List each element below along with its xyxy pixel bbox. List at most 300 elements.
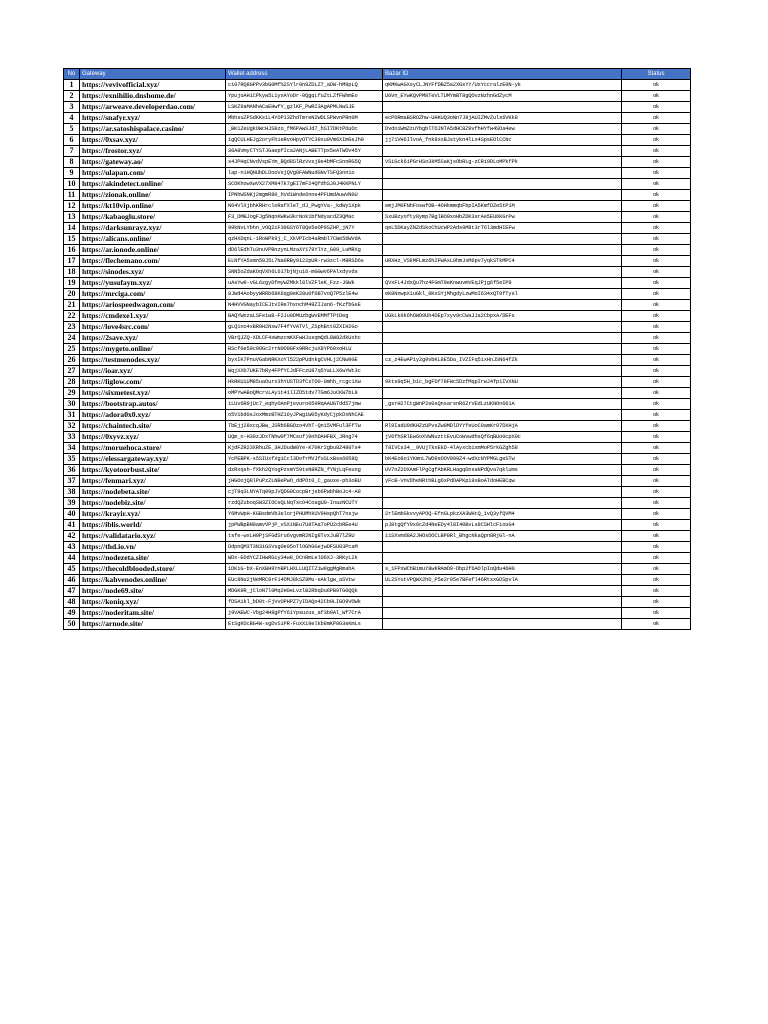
status-cell: ok (622, 344, 691, 355)
wallet-address: gLQ1no4xBR9H2Nxw7F4fYVATVl_ZSphBtt0ZXIH2Go (226, 322, 383, 333)
gateway-url: https://ulapan.com/ (80, 168, 226, 179)
table-row (64, 190, 691, 201)
row-number: 17 (64, 256, 80, 267)
table-row (64, 542, 691, 553)
bazar-id: yFcB-VnVDheNRthBLg6xPdOAPKpi9xBoATdoHEBCqw (383, 476, 622, 487)
table-row (64, 278, 691, 289)
gateway-url: https://nodebeta.site/ (80, 487, 226, 498)
row-number: 5 (64, 124, 80, 135)
row-number: 35 (64, 454, 80, 465)
gateway-url: https://thecoldblooded.store/ (80, 564, 226, 575)
gateway-url: https://krayir.xyz/ (80, 509, 226, 520)
bazar-id: qeL5DKayZNZdSkoChUcWP2Ads9M8t3rT6l3mdHIEFw (383, 223, 622, 234)
status-cell: ok (622, 531, 691, 542)
status-cell: ok (622, 322, 691, 333)
wallet-address: jpPWBpBN9amvVPjP_vSXiNEu7U8TAaToPU2cbREe4U (226, 520, 383, 531)
wallet-address: IPNhWSNKj2mgmR80_hVdiWnde6nne4PFUmdAuwVN0U (226, 190, 383, 201)
gateway-url: https://ariospeedwagon.com/ (80, 300, 226, 311)
row-number: 44 (64, 553, 80, 564)
wallet-address: lap-n1HQNUbDLDooVsjQVg0FAWNudGNvTSFQ3nn1o (226, 168, 383, 179)
row-number: 24 (64, 333, 80, 344)
table-row (64, 311, 691, 322)
row-number: 2 (64, 91, 80, 102)
bazar-id (383, 586, 622, 597)
wallet-address: o5V1bd0sJoxMmzBTHZ16yJPwgiW05yKdyCjpkDxNhCAE (226, 410, 383, 421)
gateway-url: https://2save.xyz/ (80, 333, 226, 344)
bazar-id: s_1FPxWChBimuY8wkRAmD9-Dbp2f6AOlpIoQdu46H0 (383, 564, 622, 575)
status-cell: ok (622, 355, 691, 366)
gateway-url: https://fenmari.xyz/ (80, 476, 226, 487)
header-no: No (64, 69, 80, 80)
bazar-id: jj71VH6IlvoA_fnk8xxBJstykn4lLx4SpsEOlCCNc (383, 135, 622, 146)
table-row (64, 201, 691, 212)
row-number: 48 (64, 597, 80, 608)
status-cell: ok (622, 190, 691, 201)
table-row (64, 256, 691, 267)
gateway-url: https://nodebiz.site/ (80, 498, 226, 509)
row-number: 1 (64, 80, 80, 91)
row-number: 23 (64, 322, 80, 333)
gateway-url: https://yusufaym.xyz/ (80, 278, 226, 289)
bazar-id: URXHz_VSkMFLmz6h2FWAxL9hmJxM6pv7yqkSTkMPC4 (383, 256, 622, 267)
bazar-id: T8IVCs34__9VUjTkxEkD-4lAyxcbixmMoP5rkGZgh58 (383, 443, 622, 454)
row-number: 16 (64, 245, 80, 256)
header-gateway: Gateway (80, 69, 226, 80)
gateway-url: https://chaintech.site/ (80, 421, 226, 432)
row-number: 30 (64, 399, 80, 410)
bazar-id: QVxFL4JdxQu7hz4FGmT9eKnwuvmVEqJPjg6f5eIP8 (383, 278, 622, 289)
status-cell: ok (622, 410, 691, 421)
row-number: 7 (64, 146, 80, 157)
gateway-url: https://akindetect.online/ (80, 179, 226, 190)
gateway-url: https://snafyr.xyz/ (80, 113, 226, 124)
table-row (64, 124, 691, 135)
row-number: 3 (64, 102, 80, 113)
table-row (64, 355, 691, 366)
status-cell: ok (622, 212, 691, 223)
gateway-url: https://arweave.developerdao.com/ (80, 102, 226, 113)
table-row (64, 531, 691, 542)
bazar-id (383, 267, 622, 278)
gateway-url: https://love4src.com/ (80, 322, 226, 333)
wallet-address: EUc8Nu2jNeMRC8rF14OMJ8kSZ9Mu-eAklgw_aSVtw (226, 575, 383, 586)
table-row (64, 619, 691, 630)
table-row (64, 597, 691, 608)
wallet-address: N64VlXjbhKRHrcloRafXleT_dJ_PwgYVa-_kdWy1Xpk (226, 201, 383, 212)
wallet-address: 1gQCULHEJg2oryFhieRvoHpyOTYC39xu0Vm6XImGsJh0 (226, 135, 383, 146)
wallet-address: WDx-EOdYCZIHwRGiy34w8_DCnRmLel06XJ-3RKyL2k (226, 553, 383, 564)
table-row (64, 366, 691, 377)
row-number: 20 (64, 289, 80, 300)
gateway-url: https://kyotoorbust.site/ (80, 465, 226, 476)
row-number: 36 (64, 465, 80, 476)
status-cell: ok (622, 179, 691, 190)
header-wallet-address: Wallet address (226, 69, 383, 80)
status-cell: ok (622, 300, 691, 311)
bazar-id: _gsrH27CtgWnP2e0sQnsarsnR6ZrVEdLzUKNOn661A (383, 399, 622, 410)
row-number: 10 (64, 179, 80, 190)
wallet-address: qzHXDqnL-1RoWPk9j_C_XkVPIcb4aRmbl7CWe56WVdA (226, 234, 383, 245)
table-row (64, 498, 691, 509)
status-cell: ok (622, 333, 691, 344)
gateway-url: https://kabaoglu.store/ (80, 212, 226, 223)
status-cell: ok (622, 542, 691, 553)
row-number: 39 (64, 498, 80, 509)
wallet-address: MDGK9R_jCloN7l0Mq2H0eLvzlB2RbqDu6PB9TG0QQk (226, 586, 383, 597)
row-number: 34 (64, 443, 80, 454)
bazar-id (383, 344, 622, 355)
table-row (64, 432, 691, 443)
row-number: 31 (64, 410, 80, 421)
table-row (64, 443, 691, 454)
wallet-address: rzdQZuboqSW3ZIOCeQLNqTscO4CoagU0-InazNCUTY (226, 498, 383, 509)
table-row (64, 333, 691, 344)
bazar-id (383, 245, 622, 256)
bazar-id (383, 410, 622, 421)
row-number: 11 (64, 190, 80, 201)
table-row (64, 564, 691, 575)
table-row (64, 575, 691, 586)
row-number: 14 (64, 223, 80, 234)
table-row (64, 168, 691, 179)
row-number: 13 (64, 212, 80, 223)
gateway-url: https://validatario.xyz/ (80, 531, 226, 542)
table-row (64, 608, 691, 619)
status-cell: ok (622, 454, 691, 465)
table-row (64, 146, 691, 157)
gateway-url: https://vevivofficial.xyz/ (80, 80, 226, 91)
wallet-address: EtSgKOcBG4W-sgDvSiPR-FuxXi9elkb8mKP0G3eKmLs (226, 619, 383, 630)
wallet-address: MbhsuZPSdKKs1L4YOP13ZhdTmreN2WDLSPWvnPRn0M (226, 113, 383, 124)
table-row (64, 102, 691, 113)
row-number: 50 (64, 619, 80, 630)
row-number: 22 (64, 311, 80, 322)
gateway-url: https://ar.satoshispalace.casino/ (80, 124, 226, 135)
gateway-url: https://nodezeta.site/ (80, 553, 226, 564)
bazar-id (383, 619, 622, 630)
wallet-address: byxIK7PnuVGabNRKXoYl522pPUdnkgCVHLj2CNw9GE (226, 355, 383, 366)
gateway-url: https://exnihilio.dnshome.de/ (80, 91, 226, 102)
bazar-id (383, 168, 622, 179)
row-number: 43 (64, 542, 80, 553)
table-body (64, 80, 691, 630)
bazar-id (383, 366, 622, 377)
status-cell: ok (622, 399, 691, 410)
gateway-url: https://alicans.online/ (80, 234, 226, 245)
table-row (64, 410, 691, 421)
row-number: 6 (64, 135, 80, 146)
status-cell: ok (622, 168, 691, 179)
row-number: 19 (64, 278, 80, 289)
wallet-address: WqjXXb7UKE7bRy4FPfYCJdFFczU87q5YaLLX6wYWt3c (226, 366, 383, 377)
status-cell: ok (622, 388, 691, 399)
gateway-url: https://noderitam.site/ (80, 608, 226, 619)
header-status: Status (622, 69, 691, 80)
table-row (64, 586, 691, 597)
gateway-url: https://mygeto.online/ (80, 344, 226, 355)
gateway-url: https://gateway.ao/ (80, 157, 226, 168)
bazar-id: SxuBzyofty8ymp7BglBO0xoHbZDK3srAe5EU6KGrPw (383, 212, 622, 223)
status-cell: ok (622, 102, 691, 113)
bazar-id: 2rlEmbGkvvyAPOQ-EfnGLpkzXA3WHtQ_1vQ3yfQVM4 (383, 509, 622, 520)
bazar-id (383, 300, 622, 311)
table-row (64, 476, 691, 487)
status-cell: ok (622, 509, 691, 520)
table-row (64, 421, 691, 432)
wallet-address: BScf0e59c0OGc2rrN0O9GFx9RRcjuX8YP60xoHLU (226, 344, 383, 355)
bazar-id: UGkLk9k6hOWO9Uh4DEp7xyv9cCWaJJa2CbpxA/DEFs (383, 311, 622, 322)
gateway-url: https://adora0x0.xyz/ (80, 410, 226, 421)
row-number: 4 (64, 113, 80, 124)
bazar-id: UL2SYutVPQWX2hD_P5e2r95e7BFefl46RtsxGDSpvlA (383, 575, 622, 586)
status-cell: ok (622, 575, 691, 586)
wallet-address: cjT8q3LNYATq09pJVQDG0CocpBrjsb6PwbhBoJc4-A8 (226, 487, 383, 498)
row-number: 15 (64, 234, 80, 245)
wallet-address: YcPEBPK-s5SIUxfXgiCcl3DofrMVJfuSLxBss6058Q (226, 454, 383, 465)
wallet-address: dzRxqsh-fXkh2QYogPzsmY59tsN8RZN_fYNjLqFeung (226, 465, 383, 476)
table-row (64, 80, 691, 91)
gateway-url: https://zionak.online/ (80, 190, 226, 201)
gateway-url: https://bootstrap.autos/ (80, 399, 226, 410)
wallet-address: ci07RQ8GPPv3bG0Mf%2SYlr0n8ZDLZ7_aDW-hM9pLQ (226, 80, 383, 91)
status-cell: ok (622, 465, 691, 476)
status-cell: ok (622, 421, 691, 432)
table-row (64, 179, 691, 190)
gateway-url: https://arnode.site/ (80, 619, 226, 630)
wallet-address: s4JPHqCNvdVspEYm_BQd8SlRzVvsj8e4bMFcSnnRG5Q (226, 157, 383, 168)
wallet-address: fDSA1kl_bD0t-FjVvOPHPZ7yIDAQo42Cb9LIGO9VOWk (226, 597, 383, 608)
status-cell: ok (622, 278, 691, 289)
status-cell: ok (622, 311, 691, 322)
row-number: 18 (64, 267, 80, 278)
table-header-row (64, 69, 691, 80)
gateway-url: https://liglow.com/ (80, 377, 226, 388)
wallet-address: ELNfYA5smn50J5L7Na0RBy9122pUR-rw3zcl-M8RSD6s (226, 256, 383, 267)
bazar-id: UV7nZ2OXAmFlPgCgfAbKRLHagqDnsaNPdQva7qklums (383, 465, 622, 476)
table-row (64, 487, 691, 498)
status-cell: ok (622, 597, 691, 608)
bazar-id: cz_z4EwAP1y2g9vbKL8E5Da_IVZIFq51xHnJSN64fZk (383, 355, 622, 366)
row-number: 37 (64, 476, 80, 487)
table-row (64, 388, 691, 399)
status-cell: ok (622, 520, 691, 531)
bazar-id (383, 597, 622, 608)
row-number: 33 (64, 432, 80, 443)
gateway-url: https://kahvenodes.online/ (80, 575, 226, 586)
row-number: 21 (64, 300, 80, 311)
bazar-id: VSiGck6iPGrHSo3kM5SaKjsObRLg-zCRi9DLoMPkfPk (383, 157, 622, 168)
bazar-id: 11SXvmd8A2JHOsDOCLBP8Rl_BhgcNkaQpn8RjGl-nA (383, 531, 622, 542)
table-row (64, 322, 691, 333)
status-cell: ok (622, 564, 691, 575)
status-cell: ok (622, 135, 691, 146)
status-cell: ok (622, 289, 691, 300)
wallet-address: HkRKUiUM85uaOurx3hYUSTD3fCsTO0-0mhh_rcgc1Xw (226, 377, 383, 388)
table-row (64, 300, 691, 311)
status-cell: ok (622, 234, 691, 245)
bazar-id: qKMKwAGXsyCLJNYFfDBZ5a2XGsYY/UxYccralzE0N-yk (383, 80, 622, 91)
table-row (64, 245, 691, 256)
gateway-table (63, 68, 691, 630)
table-row (64, 212, 691, 223)
wallet-address: YpujoAHiCPkyw5L1yxAYoDr-0QgqLfuZtLZfFWhmEo (226, 91, 383, 102)
wallet-address: SNN5oZdaKOqVXh6L617bjNju16-mGGwV6PAlxdyvds (226, 267, 383, 278)
gateway-url: https://0xsav.xyz/ (80, 135, 226, 146)
gateway-url: https://moruehoca.store/ (80, 443, 226, 454)
status-cell: ok (622, 80, 691, 91)
wallet-address: BAQYWnzaLSFe1w8-F2Ju0DMUzbgWvEMMfTPtDeg (226, 311, 383, 322)
gateway-url: https://flechemano.com/ (80, 256, 226, 267)
table-row (64, 223, 691, 234)
wallet-address: LSKZ9aMANhACaEHwfY_gzlKF_PwRI3AgAPMLNwSJE (226, 102, 383, 113)
wallet-address: DdpnQM3T3N3iGSVsg0e05oTlOGhGGejwDFSU03PcaM (226, 542, 383, 553)
status-cell: ok (622, 377, 691, 388)
table-row (64, 91, 691, 102)
table-row (64, 289, 691, 300)
row-number: 49 (64, 608, 80, 619)
gateway-url: https://darksunrayz.xyz/ (80, 223, 226, 234)
wallet-address: dD6lEdhTu3nuVPBnzynLMzaXY179YlYz_G09_LuMRXg (226, 245, 383, 256)
gateway-url: https://node69.site/ (80, 586, 226, 597)
table-row (64, 465, 691, 476)
bazar-id: 9kts9q5H_b1c_bgFDf78FWc5DzfMqpIrwJ4fp1IVXNU (383, 377, 622, 388)
row-number: 41 (64, 520, 80, 531)
gateway-url: https://iblis.world/ (80, 520, 226, 531)
status-cell: ok (622, 157, 691, 168)
row-number: 47 (64, 586, 80, 597)
gateway-url: https://sinodes.xyz/ (80, 267, 226, 278)
bazar-id: ecPORmaBSROZhw-UHKUQ3oNn7J9jAUIZMvZuls6VKk8 (383, 113, 622, 124)
table-row (64, 135, 691, 146)
bazar-id: Rl9IadU9dKHZzUPvsZw0MDlDYYfeUoC0amKr07DXHjA (383, 421, 622, 432)
row-number: 9 (64, 168, 80, 179)
status-cell: ok (622, 608, 691, 619)
bazar-id: jV6fhSRlEw6oXVWNuzttEvuCoWvwdhsQf6qBUo0cpX0c (383, 432, 622, 443)
bazar-id (383, 388, 622, 399)
wallet-address: oMPYwABoQMcrvLAy1t41lIZD5tdv7TGm6JuCKW7bL8 (226, 388, 383, 399)
status-cell: ok (622, 366, 691, 377)
table-row (64, 113, 691, 124)
status-cell: ok (622, 91, 691, 102)
gateway-url: https://testmenodes.xyz/ (80, 355, 226, 366)
bazar-id (383, 542, 622, 553)
row-number: 40 (64, 509, 80, 520)
status-cell: ok (622, 245, 691, 256)
wallet-address: UQm_n-H39zJDxTNhw0f7MCsuf)0nhDAHFBX_JRng74 (226, 432, 383, 443)
bazar-id: pJ8tgQfY9x6cZd4NeEDy4l8I40BvLs8CSHlcFiouG4 (383, 520, 622, 531)
row-number: 42 (64, 531, 80, 542)
gateway-url: https://cmdexe1.xyz/ (80, 311, 226, 322)
gateway-url: https://ioar.xyz/ (80, 366, 226, 377)
table-row (64, 344, 691, 355)
gateway-url: https://kt10vip.online/ (80, 201, 226, 212)
gateway-url: https://0xyvz.xyz/ (80, 432, 226, 443)
table-row (64, 553, 691, 564)
status-cell: ok (622, 432, 691, 443)
row-number: 32 (64, 421, 80, 432)
wallet-address: 99kNvLYbhn_vOQ2iF39GSY6T8Qe5eOP9SZHP_jN7Y (226, 223, 383, 234)
status-cell: ok (622, 443, 691, 454)
wallet-address: uAsYw9-vGL6zgyDfmyWZMkkl8lVZFleK_Fzz-JGWk (226, 278, 383, 289)
status-cell: ok (622, 256, 691, 267)
bazar-id (383, 102, 622, 113)
bazar-id (383, 553, 622, 564)
wallet-address: 36A8VmyCTYSTJGaepfIca2ANjLABETTpx5eATWOV45Y (226, 146, 383, 157)
status-cell: ok (622, 146, 691, 157)
wallet-address: jHGOojQ8lPuPzZLNBePwO_ddPOt0_C_gauxe-ph3oBU (226, 476, 383, 487)
status-cell: ok (622, 223, 691, 234)
row-number: 46 (64, 575, 80, 586)
status-cell: ok (622, 586, 691, 597)
row-number: 45 (64, 564, 80, 575)
table-row (64, 267, 691, 278)
status-cell: ok (622, 553, 691, 564)
bazar-id (383, 487, 622, 498)
wallet-address: j9VAEWC-Vbg24H8gPfY6iYpsuzus_af3b9Al_Wf7CrA (226, 608, 383, 619)
wallet-address: 8JWd4AobyyWRRb68K6qg9eK28u0f0B7voQ7P5zlE4w (226, 289, 383, 300)
wallet-address: VBrQJZQ-XDLCF4xWmzcmKXFwHJusqmQdL8W82dkUxhc (226, 333, 383, 344)
bazar-id: DvdoiWmZzuYbgblTOJNTA5dHC8Z9vfhHYfw4SOa4ew (383, 124, 622, 135)
status-cell: ok (622, 476, 691, 487)
row-number: 27 (64, 366, 80, 377)
wallet-address: KjdFZR23XRhuZE_3HJDudW0Ye-K70Kr2gbu8Z480Ts4 (226, 443, 383, 454)
gateway-url: https://elessargateway.xyz/ (80, 454, 226, 465)
table-row (64, 454, 691, 465)
bazar-id (383, 608, 622, 619)
status-cell: ok (622, 124, 691, 135)
status-cell: ok (622, 113, 691, 124)
bazar-id (383, 146, 622, 157)
row-number: 26 (64, 355, 80, 366)
table-row (64, 157, 691, 168)
bazar-id (383, 190, 622, 201)
status-cell: ok (622, 267, 691, 278)
bazar-id (383, 322, 622, 333)
bazar-id (383, 498, 622, 509)
gateway-url: https://mrciga.com/ (80, 289, 226, 300)
status-cell: ok (622, 619, 691, 630)
row-number: 28 (64, 377, 80, 388)
bazar-id: bK4Eo8o1YKmnL7WO9sOOV999Z4-wdXcNYPMGLgeSTw (383, 454, 622, 465)
bazar-id (383, 234, 622, 245)
status-cell: ok (622, 487, 691, 498)
wallet-address: TbEjj28xcqJBw_JSRb6BGOzo4VhT-Qn15VMFul3FfTw (226, 421, 383, 432)
gateway-url: https://sixmetest.xyz/ (80, 388, 226, 399)
row-number: 8 (64, 157, 80, 168)
row-number: 12 (64, 201, 80, 212)
wallet-address: tsfe-wxLH9PjSFGdSru6vgvmR2NIg8TvxJuB7lZ9U (226, 531, 383, 542)
wallet-address: 1DKiG-bX-EnXBH9YnBPLHXLLUQITZiw9ggMgRmahA (226, 564, 383, 575)
table-row (64, 377, 691, 388)
wallet-address: SCOKhowXwVX27XM84Tk7gEI7mF24QfdhSJ0J4KKPNLY (226, 179, 383, 190)
row-number: 25 (64, 344, 80, 355)
table-row (64, 399, 691, 410)
header-bazar-id: Bazar ID (383, 69, 622, 80)
wallet-address: N4HVVGNaybICEJtvIRe7hxnchM49ZIJan6-fKzfbGsE (226, 300, 383, 311)
status-cell: ok (622, 498, 691, 509)
wallet-address: Y6MvWpH-KGBsdmVb3elorjPHUMhkUV9HspQhT7nsjw (226, 509, 383, 520)
table-row (64, 520, 691, 531)
gateway-url: https://ar.ionode.online/ (80, 245, 226, 256)
gateway-url: https://frostor.xyz/ (80, 146, 226, 157)
row-number: 38 (64, 487, 80, 498)
row-number: 29 (64, 388, 80, 399)
bazar-id (383, 333, 622, 344)
bazar-id: eK8NnwpXiuGkl_0KxSYjMhgdyLzwMoI634xQT0fTysl (383, 289, 622, 300)
table-row (64, 509, 691, 520)
bazar-id: emjJM0FNhFoswfOB-4OHkmmqbFbpIA5KmfDZe5tP1M (383, 201, 622, 212)
table-row (64, 234, 691, 245)
